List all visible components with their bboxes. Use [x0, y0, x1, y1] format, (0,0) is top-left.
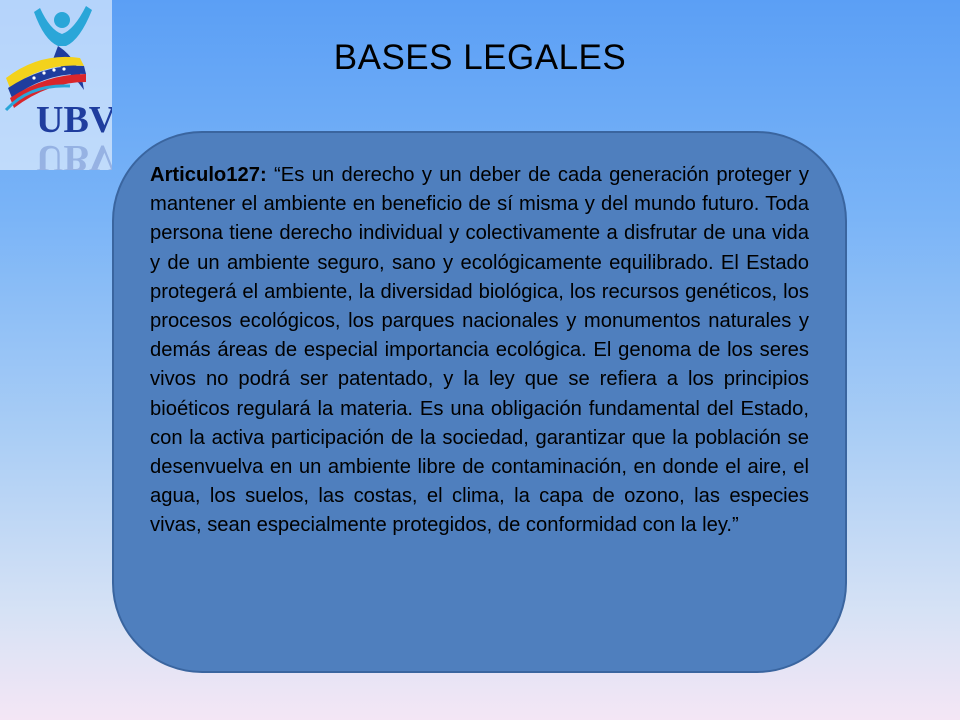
logo-text: UBV: [36, 99, 112, 141]
article-panel: [112, 131, 847, 673]
article-paragraph: [150, 161, 809, 541]
slide-title: BASES LEGALES: [333, 38, 627, 77]
ubv-logo: [0, 0, 112, 170]
article-label: Articulo127:: [150, 164, 267, 186]
article-text: “Es un derecho y un deber de cada generación proteger y mantener el ambiente en beneficio de sí misma y del mundo futuro. Toda persona tiene derecho individual y colectivamente a disfrutar de una vida y de un ambiente seguro, sano y ecológicamente equilibrado. El Estado protegerá el ambiente, la diversidad biológica, los recursos genéticos, los procesos ecológicos, los parques nacionales y monumentos naturales y demás áreas de especial importancia ecológica. El genoma de los seres vivos no podrá ser patentado, y la ley que se refiera a los principios bioéticos regulará la materia. Es una obligación fundamental del Estado, con la activa participación de la sociedad, garantizar que la población se desenvuelva en un ambiente libre de contaminación, en donde el aire, el agua, los suelos, las costas, el clima, la capa de ozono, las especies vivas, sean especialmente protegidos, de conformidad con la ley.”: [150, 164, 809, 537]
logo-reflection: UBV: [36, 137, 112, 170]
ubv-logo-graphic: [0, 0, 112, 170]
